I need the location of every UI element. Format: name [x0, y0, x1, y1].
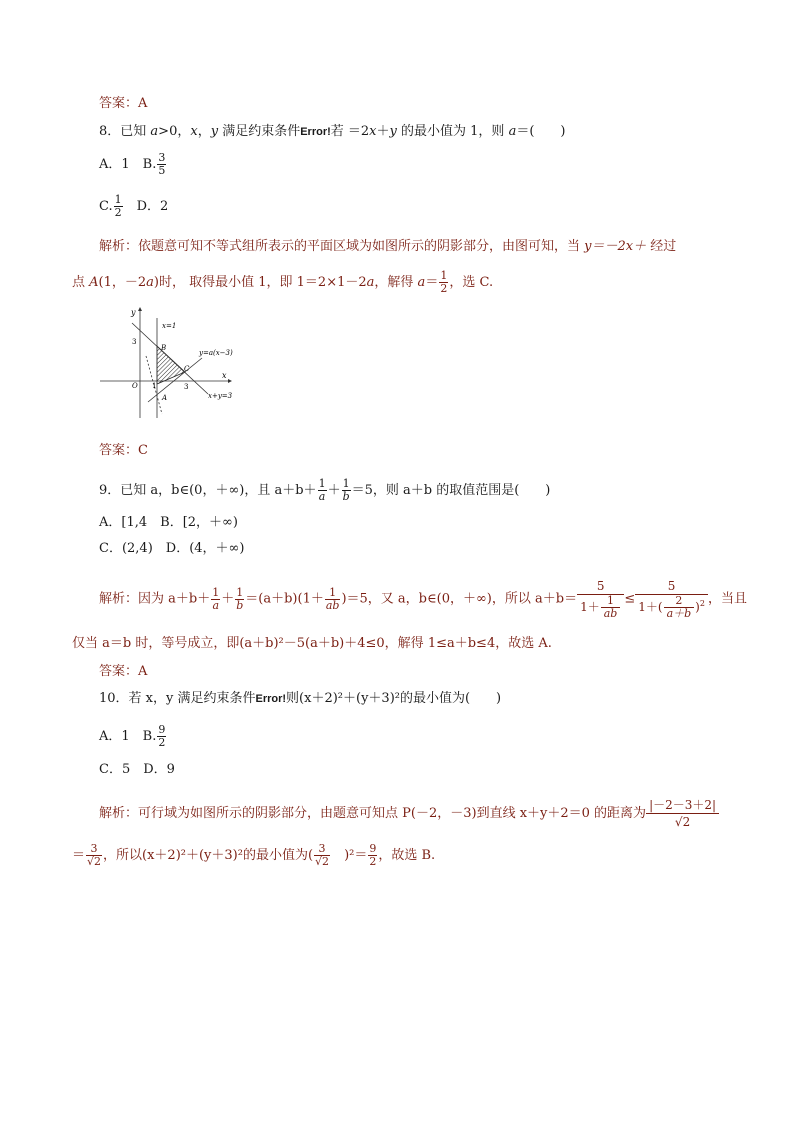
label-x-plus-y: x+y=3 [208, 392, 233, 400]
numerator: 9 [158, 723, 166, 736]
question-9-solution-line-1 [99, 578, 747, 620]
fraction-1-over-a [318, 478, 327, 503]
text: 的最小值为 1，则 [396, 124, 509, 139]
text: ＋ [327, 483, 341, 498]
answer-7: 答案：A [99, 96, 148, 111]
text: ＝5，则 a＋b 的取值范围是( ) [351, 483, 551, 498]
tick-3-y: 3 [132, 338, 137, 346]
denominator: √2 [674, 815, 691, 829]
expr: y＝－2x＋ [584, 239, 647, 254]
numerator: 2 [664, 595, 695, 608]
question-10-solution-line-2: ＝ $\frac{3}{√2}$ ，所以(x＋2)²＋(y＋3)²的最小值为( $\frac{3}{√2}$ )²＝ $\frac{9}{2}$ ，故选 B. [72, 842, 436, 868]
y-axis-arrow [138, 307, 142, 311]
fraction-9-2 [368, 843, 377, 868]
label-x: x [222, 371, 227, 380]
label-origin: O [132, 382, 138, 390]
x-axis-arrow [228, 379, 232, 383]
var-a: a [146, 275, 154, 290]
question-9-solution-line-2: 仅当 a＝b 时，等号成立，即(a＋b)²－5(a＋b)＋4≤0，解得 1≤a＋b≤4，故选 A. [72, 636, 552, 651]
point-c: C [184, 365, 190, 373]
exponent: 2 [699, 599, 705, 608]
numerator: 1 [318, 477, 326, 490]
option-a-b: A．1 B. [99, 157, 157, 172]
text: >0， [158, 124, 191, 139]
distance-fraction [646, 797, 719, 830]
fraction-9-2 [157, 724, 166, 749]
denominator: b [342, 490, 350, 503]
text: (1，－2 [98, 275, 147, 290]
fraction-2-over-a-plus-b [664, 595, 695, 620]
text: 经过 [646, 239, 677, 254]
text: 则(x＋2)²＋(y＋3)²的最小值为( ) [286, 691, 502, 706]
fraction-5-over-1-plus-square [635, 578, 708, 620]
var-a: a [508, 124, 517, 139]
denominator: ab [603, 607, 618, 620]
text: ＝(a＋b)(1＋ [245, 591, 324, 607]
text: 8．已知 [99, 124, 151, 139]
denominator: b [236, 598, 244, 612]
label-line-a: y=a(x−3) [199, 349, 233, 357]
text: ，所以(x＋2)²＋(y＋3)²的最小值为 [103, 848, 308, 863]
label-y: y [131, 308, 136, 317]
text: ＋ [221, 591, 235, 607]
text: ，解得 [374, 275, 418, 290]
error-marker: Error! [300, 126, 331, 138]
fraction-3-5 [157, 152, 166, 177]
answer-9: 答案：A [99, 664, 148, 679]
question-10-options-ab [99, 724, 167, 749]
option-a-b: A．1 B. [99, 729, 157, 744]
numerator: 1 [601, 595, 621, 608]
fraction-1-over-b [342, 478, 351, 503]
fraction-1-over-ab [601, 595, 621, 620]
feasible-region-graph [100, 306, 250, 424]
text: ＋ [376, 124, 390, 139]
text: ，当且 [707, 591, 747, 607]
text: 10．若 x，y 满足约束条件 [99, 691, 256, 706]
fraction-5-over-1-plus-1-ab [577, 578, 624, 620]
denominator: 2 [440, 282, 448, 295]
numerator: 3 [158, 151, 166, 164]
var-x: x [190, 124, 198, 139]
numerator: 3 [86, 843, 102, 856]
text: 解析：可行域为如图所示的阴影部分，由题意可知点 P(－2，－3)到直线 x＋y＋2＝0 的距离为 [99, 806, 647, 821]
text: ，故选 B. [378, 848, 436, 863]
numerator: 1 [212, 585, 220, 599]
tick-1: 1 [152, 382, 157, 390]
denominator: √2 [87, 855, 102, 868]
point-a: A [162, 394, 168, 402]
text: ，选 C. [449, 275, 494, 290]
question-9-options-ab: A．[1,4 B．[2，＋∞) [99, 515, 238, 530]
fraction-1-over-a [211, 587, 220, 612]
question-8-solution-line-1 [99, 239, 676, 255]
text: )时， 取得最小值 1，即 1＝2×1－2 [153, 275, 367, 290]
text: ²＝ [349, 848, 368, 863]
denominator: 2 [114, 206, 122, 219]
question-8-options-ab [99, 152, 167, 177]
error-marker: Error! [255, 693, 287, 705]
denominator: 5 [158, 164, 166, 177]
text: 若 ＝2 [330, 124, 370, 139]
fraction-1-over-b [235, 587, 244, 612]
tick-3-x: 3 [184, 383, 189, 391]
label-x-equals-1: x=1 [162, 322, 177, 330]
text: ≤ [624, 591, 636, 607]
option-d: D．2 [123, 199, 169, 214]
text: 解析：依题意可知不等式组所表示的平面区域为如图所示的阴影部分，由图可知，当 [99, 239, 585, 254]
point-a: A [89, 275, 99, 290]
numerator: |－2－3＋2| [646, 797, 719, 814]
fraction-1-over-ab [325, 587, 341, 612]
numerator: 5 [635, 578, 708, 595]
fraction-1-2 [439, 270, 448, 295]
denominator: √2 [315, 855, 330, 868]
numerator: 1 [440, 269, 448, 282]
text: 满足约束条件 [218, 124, 301, 139]
text: ＝ [425, 275, 439, 290]
denominator [577, 595, 624, 620]
var-y: y [210, 124, 219, 139]
line-x-plus-y-equals-3 [132, 323, 208, 394]
fraction-1-2 [114, 194, 123, 219]
numerator: 1 [236, 585, 244, 599]
numerator: 5 [577, 578, 624, 595]
numerator: 1 [114, 193, 122, 206]
numerator: 1 [342, 477, 350, 490]
numerator: 1 [325, 587, 341, 600]
var-a: a [150, 124, 159, 139]
text: )＝5，又 a，b∈(0，＋∞)，所以 a＋b＝ [341, 591, 578, 607]
denominator: 2 [158, 736, 166, 749]
option-c: C. [99, 199, 113, 214]
question-9-options-cd: C．(2,4) D．(4，＋∞) [99, 541, 245, 556]
question-8-options-cd [99, 194, 168, 219]
fraction-3-over-root-2 [314, 843, 330, 868]
var-y: y [389, 124, 397, 139]
question-8-stem [99, 124, 565, 140]
denominator: a [212, 598, 219, 612]
fraction-3-over-root-2 [86, 843, 102, 868]
question-10-options-cd: C．5 D．9 [99, 762, 175, 777]
numerator: 9 [369, 842, 377, 855]
denominator: ab [325, 598, 340, 612]
var-a: a [366, 275, 375, 290]
question-10-solution-line-1 [99, 797, 719, 830]
text: 9．已知 a，b∈(0，＋∞)，且 a＋b＋ [99, 483, 317, 498]
numerator: 3 [314, 843, 330, 856]
text: ＝ [72, 848, 86, 863]
text: ＝( ) [516, 124, 566, 139]
question-9-stem [99, 478, 550, 503]
question-10-stem [99, 691, 501, 707]
question-8-solution-line-2 [72, 270, 493, 295]
denominator: a [318, 490, 326, 503]
var-a: a [417, 275, 426, 290]
denominator: 2 [369, 855, 377, 868]
text: 解析：因为 a＋b＋ [99, 591, 211, 607]
denominator: a＋b [666, 607, 692, 620]
answer-8: 答案：C [99, 443, 148, 458]
text: 点 [72, 275, 90, 290]
text: 1＋ [580, 600, 600, 614]
var-x: x [369, 124, 377, 139]
text: ， [197, 124, 211, 139]
text: 1＋ [638, 600, 658, 614]
point-b: B [161, 344, 167, 352]
denominator: 1＋( $\frac{2}{a+b}$ )$^2$ [638, 594, 705, 620]
